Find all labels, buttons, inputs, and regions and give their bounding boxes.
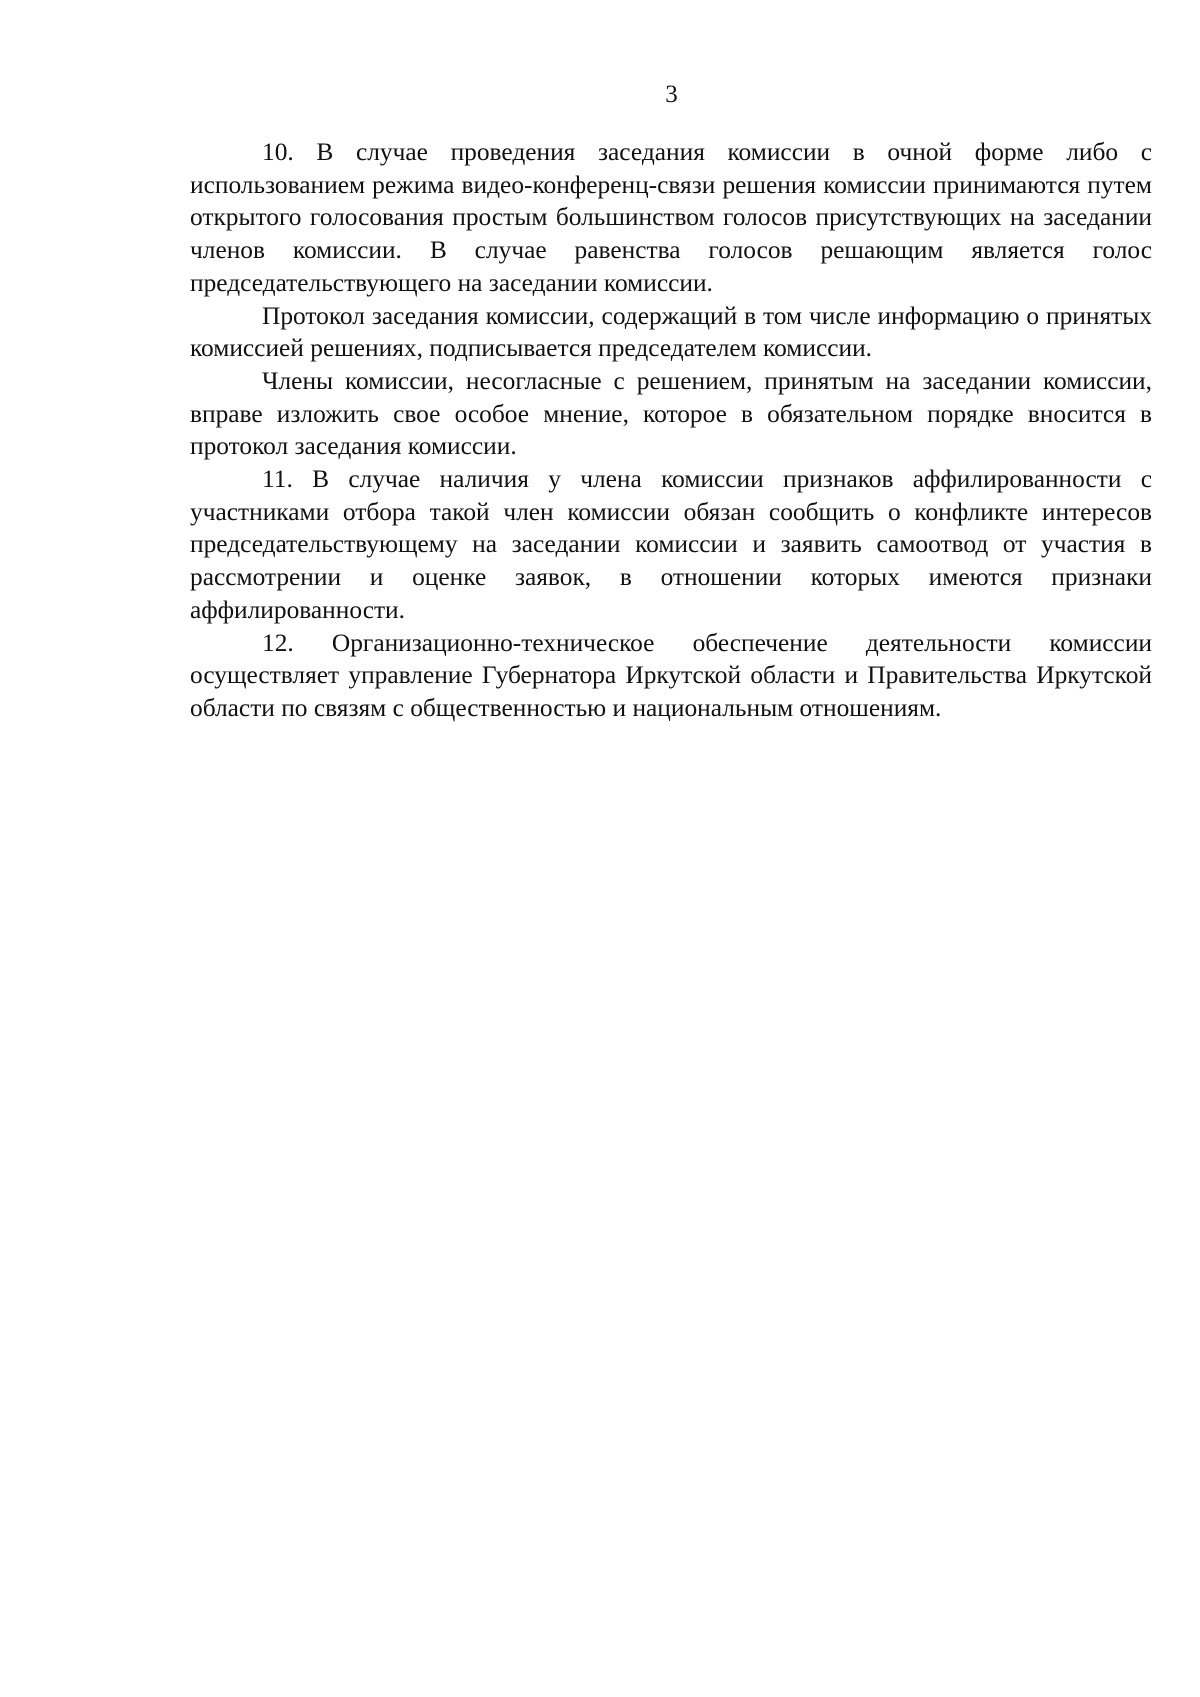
paragraph-protocol: Протокол заседания комиссии, содержащий в том числе информацию о принятых комиссией решениях, подписывается председателем комиссии. [190, 301, 1152, 363]
page-number: 3 [665, 81, 678, 108]
paragraph-12: 12. Организационно-техническое обеспечение деятельности комиссии осуществляет управление Губернатора Иркутской области и Правительства Иркутской области по связям с общественностью и национальным отношениям. [190, 628, 1152, 722]
document-body [190, 136, 1152, 725]
paragraph-dissent: Члены комиссии, несогласные с решением, принятым на заседании комиссии, вправе изложить свое особое мнение, которое в обязательном порядке вносится в протокол заседания комиссии. [190, 366, 1152, 461]
paragraph-10: 10. В случае проведения заседания комиссии в очной форме либо с использованием режима видео-конференц-связи решения комиссии принимаются путем открытого голосования простым большинством голосов присутствующих на заседании членов комиссии. В случае равенства голосов решающим является голос председательствующего на заседании комиссии. [190, 138, 1152, 297]
paragraph-11: 11. В случае наличия у члена комиссии признаков аффилированности с участниками отбора такой член комиссии обязан сообщить о конфликте интересов председательствующему на заседании комиссии и заявить самоотвод от участия в рассмотрении и оценке заявок, в отношении которых имеются признаки аффилированности. [190, 465, 1152, 624]
